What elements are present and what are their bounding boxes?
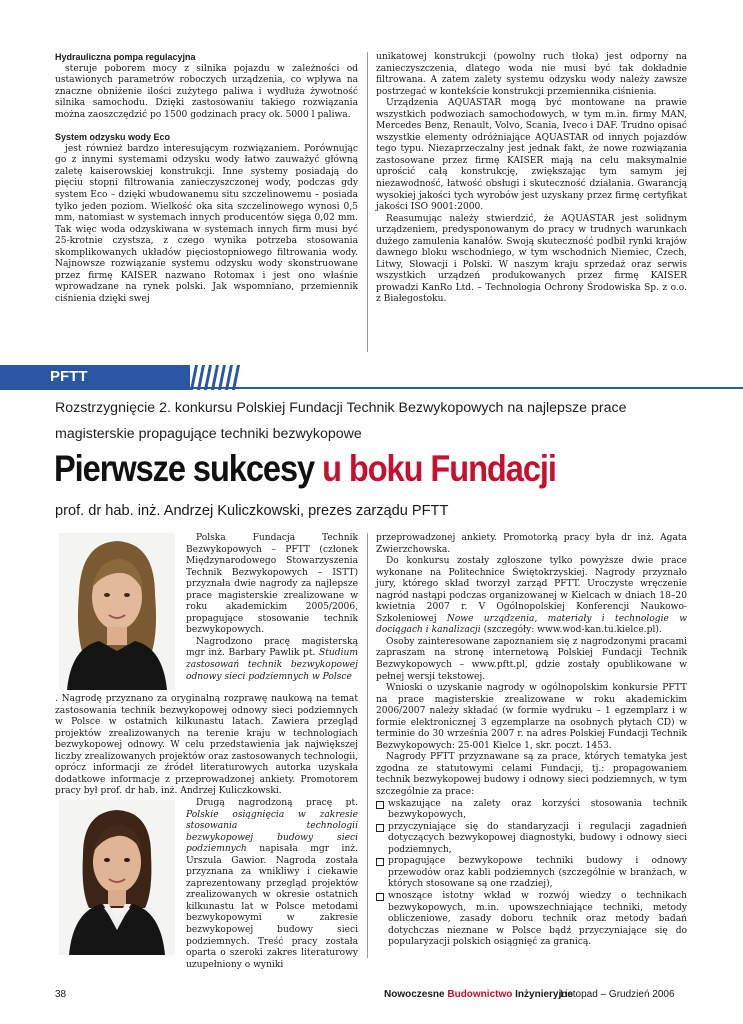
text-run: napisała mgr inż. Urszula Gawior. Nagroda została przyznana za wnikliwy i ciekawie zaprezentowany przegląd projektów zrealizowanych w okresie ostatnich kilkunastu lat w Polsce metodami bezwykopowymi w zakresie bezwykopowej budowy sieci podziemnych. Treść pracy została oparta o szeroki zakres literaturowy uzupełniony o wyniki	[186, 844, 358, 970]
checkbox-bullet-icon	[376, 801, 384, 809]
conference-title: Nowe urządzenia, materiały i technologie w dociągach i kanalizacji	[376, 613, 687, 636]
thesis-title-1: Studium zastosowań technik bezwykopowej odnowy sieci podziemnych w Polsce	[186, 648, 358, 682]
list-item-text: przyczyniające się do standaryzacji i regulacji zagadnień dotyczących bezwykopowej diagnostyki, budowy i odnowy sieci podziemnych,	[388, 821, 687, 855]
section-label-bar	[0, 365, 190, 390]
section-label: PFTT	[50, 368, 88, 385]
magazine-title-part: Budownictwo	[447, 989, 513, 1000]
bottom-right-column	[376, 533, 687, 949]
text-run: Drugą nagrodzoną pracę pt.	[196, 798, 358, 808]
paragraph: steruje poborem mocy z silnika pojazdu w zależności od ustawionych parametrów roboczych urządzenia, co wpływa na znaczne obniżenie ilości zużytego paliwa i wydłuża żywotność silnika samochodu. Dzięki zastosowaniu takiego rozwiązania można zaoszczędzić po 1500 godzinach pracy ok. 5000 l paliwa.	[55, 63, 358, 120]
checkbox-bullet-icon	[376, 824, 384, 832]
paragraph: przeprowadzonej ankiety. Promotorką pracy była dr inż. Agata Zwierzchowska.	[376, 533, 687, 555]
paragraph: Polska Fundacja Technik Bezwykopowych – PFTT (członek Międzynarodowego Stowarzyszenia Technik Bezwykopowych – ISTT) przyznała dwie nagrody za najlepsze prace magisterskie zrealizowane w roku akademickim 2005/2006, propagujące stosowanie technik bezwykopowych.	[186, 533, 358, 636]
kicker-line-1: Rozstrzygnięcie 2. konkursu Polskiej Fundacji Technik Bezwykopowych na najlepsze prace	[55, 400, 627, 416]
list-item	[376, 891, 687, 949]
list-item	[376, 799, 687, 822]
paragraph: Osoby zainteresowane zapoznaniem się z nagrodzonymi pracami zapraszam na stronę internetową Polskiej Fundacji Technik Bezwykopowych – www.pftt.pl, gdzie zostały opublikowane w pełnej wersji tekstowej.	[376, 636, 687, 682]
headline	[54, 448, 556, 490]
text-run: (szczegóły: www.wod-kan.tu.kielce.pl).	[483, 625, 662, 636]
headline-part-black: Pierwsze sukcesy	[54, 448, 315, 489]
checkbox-bullet-icon	[376, 858, 384, 866]
headline-part-red: u boku Fundacji	[322, 448, 556, 489]
top-left-column	[55, 52, 358, 305]
list-item	[376, 822, 687, 857]
bottom-left-column-a	[186, 533, 358, 683]
list-item	[376, 856, 687, 891]
author-byline: prof. dr hab. inż. Andrzej Kuliczkowski, prezes zarządu PFTT	[55, 503, 449, 519]
checkbox-bullet-icon	[376, 893, 384, 901]
paragraph	[186, 798, 358, 971]
text-run: Do konkursu zostały zgłoszone tylko powyższe dwie prace wykonane na Politechnice Świętokrzyskiej. Nagrody przyznało jury, którego skład tworzył zarząd PFTT. Uroczyste wręczenie nagród nastąpi podczas organizowanej w Kielcach w dniach 18–20 kwietnia 2007 r. V Ogólnopolskiej Konferencji Naukowo-Szkoleniowej	[376, 556, 687, 624]
section-band	[0, 365, 743, 390]
photo-urszula-gawior	[59, 800, 175, 955]
magazine-title-part: Inżynieryjne	[515, 989, 573, 1000]
bottom-left-column-c	[186, 798, 358, 971]
paragraph: unikatowej konstrukcji (powolny ruch tłoka) jest odporny na zanieczyszczenia, dlatego woda nie musi być tak dokładnie filtrowana. A zatem zalety systemu odzysku wody należy zawsze postrzegać w kontekście konstrukcji przemiennika ciśnienia.	[376, 52, 687, 97]
magazine-title-part: Nowoczesne	[384, 989, 445, 1000]
kicker-line-2: magisterskie propagujące techniki bezwykopowe	[55, 426, 362, 442]
column-divider	[367, 52, 368, 352]
page-number: 38	[55, 989, 67, 1000]
paragraph	[376, 556, 687, 637]
subheading-pump: Hydrauliczna pompa regulacyjna	[55, 52, 196, 62]
section-rule	[190, 387, 743, 389]
thesis-title-2: Polskie osiągnięcia w zakresie stosowania technologii bezwykopowej budowy sieci podziemnych	[186, 809, 358, 855]
list-item-text: propagujące bezwykopowe techniki budowy i odnowy przewodów oraz kabli podziemnych (szczególnie w branżach, w których stosowane są one rzadziej),	[388, 856, 687, 890]
paragraph: Wnioski o uzyskanie nagrody w ogólnopolskim konkursie PFTT na prace magisterskie zrealizowane w roku akademickim 2006/2007 należy składać (w formie wydruku – 1 egzemplarz i w formie elektronicznej 3 egzemplarze na osobnych płytach CD) w terminie do 30 września 2007 r. na adres Polskiej Fundacji Technik Bezwykopowych: 25-001 Kielce 1, skr. poczt. 1453.	[376, 683, 687, 751]
photo-barbara-pawlik	[59, 533, 175, 690]
column-divider	[367, 533, 368, 958]
top-right-column	[376, 52, 687, 306]
subheading-eco: System odzysku wody Eco	[55, 132, 171, 143]
bottom-left-column-b	[55, 694, 358, 798]
magazine-title	[384, 989, 573, 1000]
paragraph: Nagrody PFTT przyznawane są za prace, których tematyka jest zgodna ze statutowymi celami Fundacji, tj.: propagowaniem technik bezwykopowej budowy i odnowy sieci podziemnych, w tym szczególnie za prace:	[376, 752, 687, 798]
issue-date: Listopad – Grudzień 2006	[560, 989, 675, 1000]
paragraph: Urządzenia AQUASTAR mogą być montowane na prawie wszystkich podwoziach samochodowych, w tym m.in. firmy MAN, Mercedes Benz, Renault, Volvo, Scania, Iveco i DAF. Trudno opisać wszystkie elementy odróżniające AQUASTAR od innych pojazdów tego typu. Niezaprzeczalny jest jednak fakt, że nowe rozwiązania zastosowane przez firmę KAISER mają na celu maksymalnie uprościć całą konstrukcję, zwiększając tym samym jej niezawodność, łatwość obsługi i skuteczność działania. Gwarancją wysokiej jakości tych wyrobów jest uzyskany przez firmę certyfikat jakości ISO 9001:2000.	[376, 98, 687, 213]
paragraph: Reasumując należy stwierdzić, że AQUASTAR jest solidnym urządzeniem, predysponowanym do pracy w trudnych warunkach dużego zamulenia kanałów. Swoją skuteczność podbił rynki krajów dawnego bloku wschodniego, w tym wschodnich Niemiec, Czech, Litwy, Słowacji i Polski. W naszym kraju sprzedaż oraz serwis wszystkich urządzeń produkowanych przez firmę KAISER prowadzi KanRo Ltd. – Technologia Ochrony Środowiska Sp. z o.o. z Białegostoku.	[376, 213, 687, 305]
paragraph: . Nagrodę przyznano za oryginalną rozprawę naukową na temat zastosowania technik bezwykopowej odnowy sieci podziemnych w Polsce w ostatnich kilkunastu latach. Zawiera przegląd projektów zrealizowanych na terenie kraju w technologiach bezwykopowej odnowy. W celu przedstawienia jak największej liczby zrealizowanych projektów oraz zastosowanych technologii, oprócz informacji ze źródeł literaturowych autorka uzyskała dodatkowe informacje z przeprowadzonej ankiety. Promotorem pracy był prof. dr hab. inż. Andrzej Kuliczkowski.	[55, 694, 358, 797]
list-item-text: wnoszące istotny wkład w rozwój wiedzy o technikach bezwykopowych, m.in. upowszechniające techniki, metody obliczeniowe, zasady doboru technik oraz metody badań dotychczas nieznane w Polsce bądź przyczyniające się do popularyzacji polskich osiągnięć za granicą.	[388, 890, 687, 948]
paragraph	[186, 637, 358, 683]
text-run: Nagrodzono pracę magisterską mgr inż. Barbary Pawlik pt.	[186, 636, 358, 659]
list-item-text: wskazujące na zalety oraz korzyści stosowania technik bezwykopowych,	[388, 798, 687, 821]
paragraph: jest również bardzo interesującym rozwiązaniem. Porównując go z innymi systemami odzysku wody łatwo zauważyć główną zaletę kaiserowskiej konstrukcji. Inne systemy posiadają do pięciu stopni filtrowania zanieczyszczonej wody, podczas gdy system Eco – dzięki wbudowanemu situ szczelinowemu – posiada tylko jeden poziom. Wielkość oka sita szczelinowego wynosi 0,5 mm, natomiast w systemach innych producentów sięga 0,02 mm. Tak więc woda odzyskiwana w systemach innych firm musi być 25-krotnie czystsza, z czego wynika potrzeba stosowania skomplikowanych układów pięciostopniowego filtrowania wody. Najnowsze rozwiązanie systemu odzysku wody skonstruowane przez firmę KAISER nazwano Rotomax i jest ono właśnie wprowadzane na rynek polski. Jak wspomniano, przemiennik ciśnienia dzięki swej	[55, 143, 358, 304]
